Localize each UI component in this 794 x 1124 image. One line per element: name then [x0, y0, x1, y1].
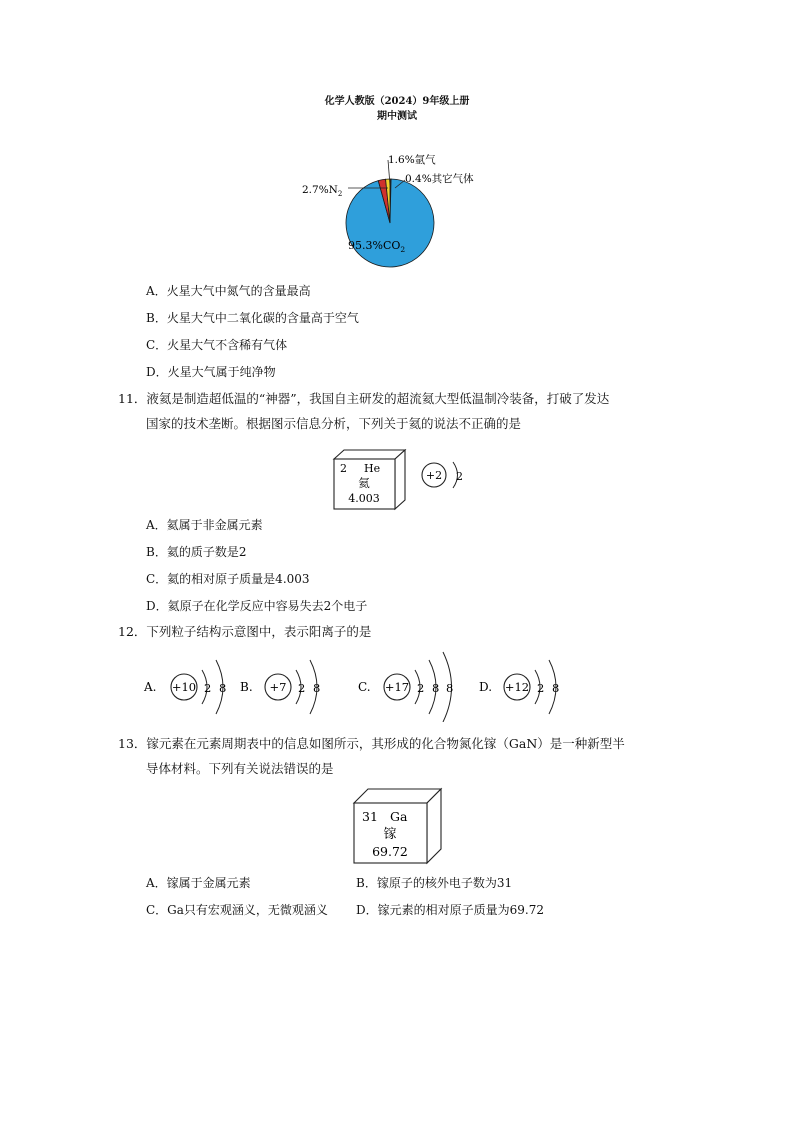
helium-element-cell — [332, 449, 408, 511]
q11-stem-line1: 11．液氦是制造超低温的“神器”，我国自主研发的超流氦大型低温制冷装备，打破了发达 — [118, 391, 610, 406]
q12-a-shell-1-electrons: 2 — [204, 681, 212, 695]
q12-c-shell-1-electrons: 2 — [417, 681, 425, 695]
q13-option-c: C．Ga只有宏观涵义，无微观涵义 — [146, 903, 328, 917]
gallium-element-cell — [352, 787, 444, 865]
q10-option-a: A．火星大气中氮气的含量最高 — [146, 284, 311, 298]
q10-option-c: C．火星大气不含稀有气体 — [146, 338, 288, 352]
q12-d-shell-2-electrons: 8 — [552, 681, 560, 695]
q12-d-shell-1-electrons: 2 — [537, 681, 545, 695]
ga-symbol: Ga — [390, 809, 408, 824]
q11-stem-line2: 国家的技术垄断。根据图示信息分析，下列关于氦的说法不正确的是 — [146, 416, 522, 431]
q12-choice-b-letter: B. — [240, 680, 253, 694]
q13-stem-line1: 13．镓元素在元素周期表中的信息如图所示，其形成的化合物氮化镓（GaN）是一种新型半 — [118, 736, 625, 751]
q11-option-d: D．氦原子在化学反应中容易失去2个电子 — [146, 599, 368, 613]
q12-a-shell-2-electrons: 8 — [219, 681, 227, 695]
q12-c-charge: +17 — [384, 680, 410, 694]
q10-option-d: D．火星大气属于纯净物 — [146, 365, 276, 379]
q12-d-charge: +12 — [504, 680, 530, 694]
pie-label-co2: $95.3\%CO_2$ — [348, 239, 406, 254]
q12-choice-c-letter: C. — [358, 680, 371, 694]
helium-atom-diagram — [418, 458, 468, 492]
q12-b-charge: +7 — [269, 680, 287, 694]
header-exam: 期中测试 — [377, 111, 417, 122]
q12-c-shell-2-electrons: 8 — [432, 681, 440, 695]
q13-stem-line2: 导体材料。下列有关说法错误的是 — [146, 761, 334, 776]
mars-atmosphere-pie-chart — [300, 148, 500, 276]
he-symbol: He — [364, 462, 381, 475]
pie-label-other: 0.4%其它气体 — [405, 173, 474, 185]
q13-option-d: D．镓元素的相对原子质量为69.72 — [356, 903, 544, 917]
pie-label-n2: $2.7\%N_2$ — [302, 184, 343, 198]
q12-c-shell-3-electrons: 8 — [446, 681, 454, 695]
q12-b-shell-1-electrons: 2 — [298, 681, 306, 695]
he-shell-electrons: 2 — [456, 470, 463, 483]
q12-b-shell-2-electrons: 8 — [313, 681, 321, 695]
q13-option-b: B．镓原子的核外电子数为31 — [356, 876, 513, 890]
q12-choice-d-letter: D. — [479, 680, 493, 694]
q12-particle-diagrams — [140, 650, 580, 722]
ga-name: 镓 — [383, 827, 397, 842]
he-mass: 4.003 — [348, 492, 380, 505]
q10-option-b: B．火星大气中二氧化碳的含量高于空气 — [146, 311, 359, 325]
he-name: 氦 — [358, 476, 370, 490]
q12-stem: 12．下列粒子结构示意图中，表示阳离子的是 — [118, 624, 372, 639]
q11-option-c: C．氦的相对原子质量是4.003 — [146, 572, 310, 586]
q11-option-b: B．氦的质子数是2 — [146, 545, 247, 559]
q13-option-a: A．镓属于金属元素 — [146, 876, 251, 890]
q12-a-charge: +10 — [171, 680, 197, 694]
ga-atomic-number: 31 — [362, 809, 378, 824]
ga-mass: 69.72 — [372, 844, 408, 859]
q11-option-a: A．氦属于非金属元素 — [146, 518, 263, 532]
q12-choice-a-letter: A. — [144, 680, 157, 694]
pie-label-argon: 1.6%氩气 — [388, 154, 436, 166]
he-atomic-number: 2 — [340, 462, 347, 475]
he-nucleus-charge: +2 — [425, 469, 443, 482]
header-subject: 化学人教版（2024）9年级上册 — [324, 96, 470, 107]
